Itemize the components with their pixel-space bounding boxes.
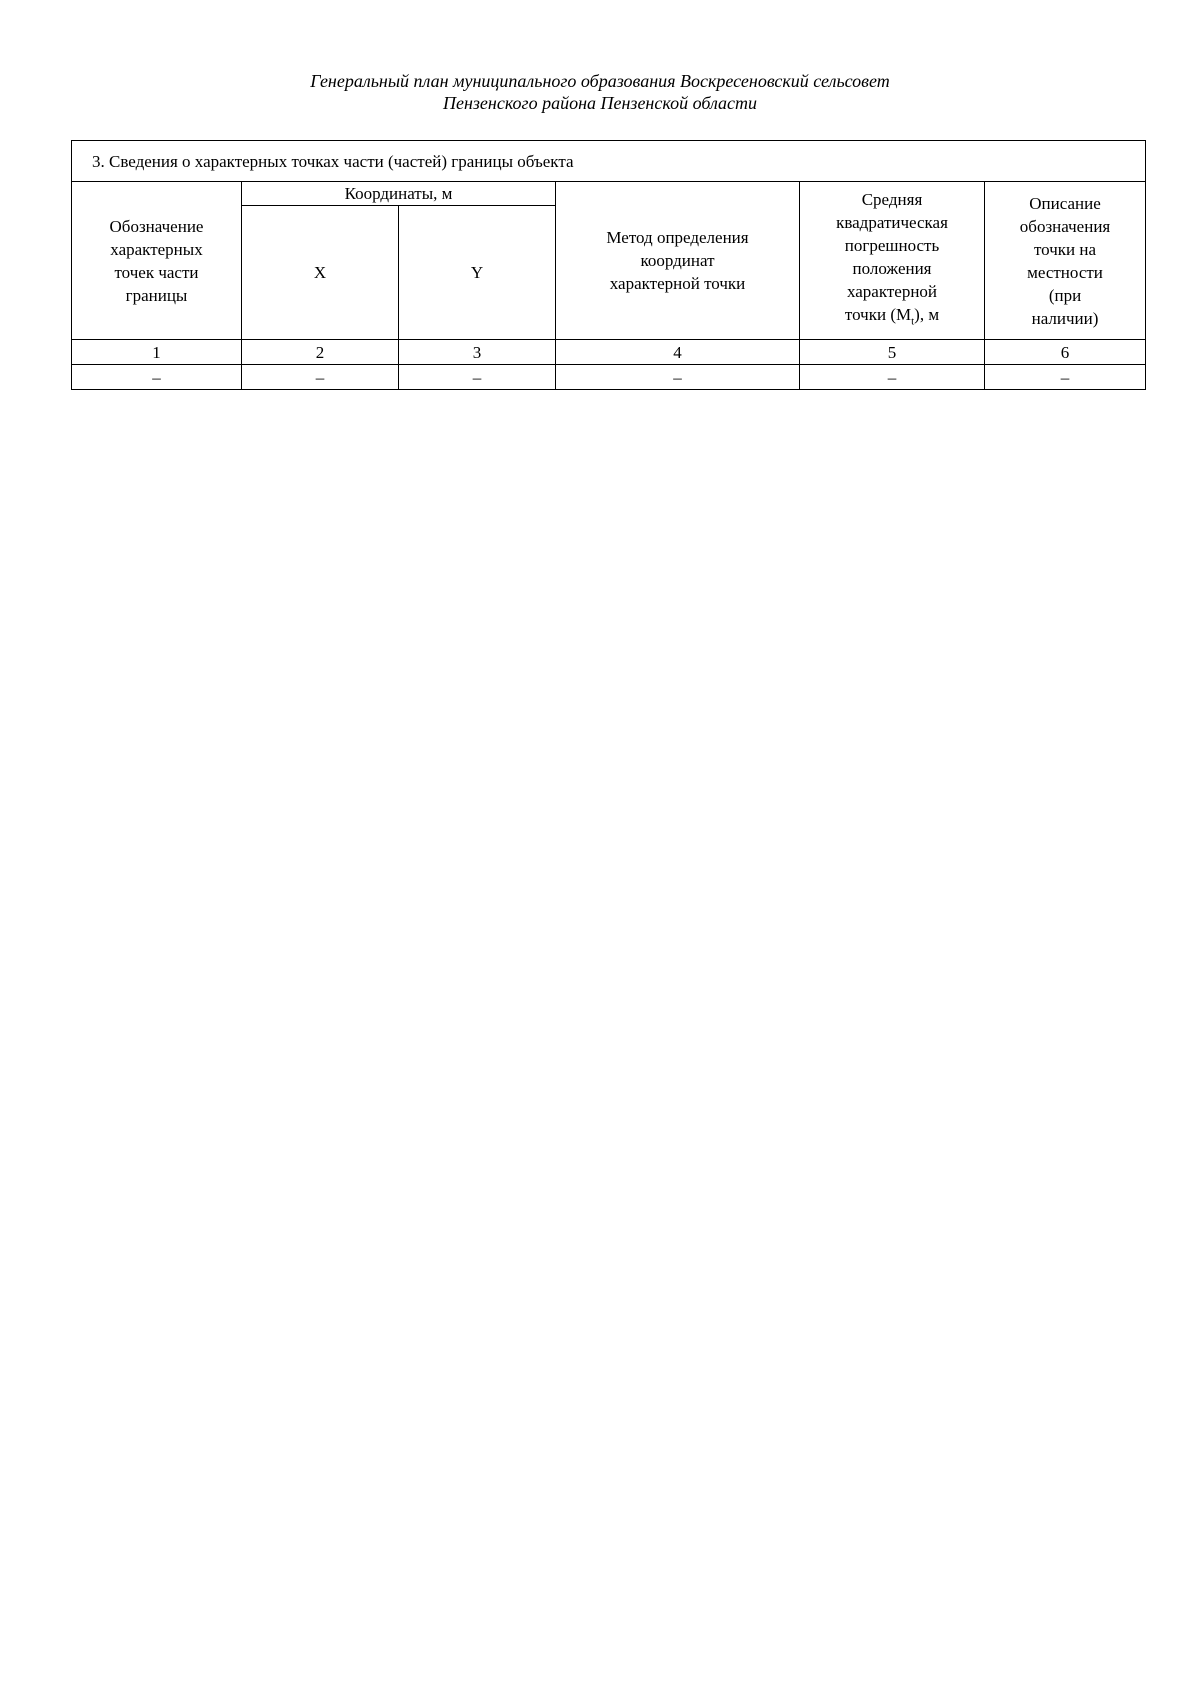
column-number: 3: [399, 340, 556, 365]
table-row: [72, 365, 1146, 390]
column-number: 6: [985, 340, 1146, 365]
col-header-mean-error: Средняя квадратическая погрешность положения характерной точки $(M_t)$, м: [800, 182, 985, 340]
header-line-2: Пензенского района Пензенской области: [442, 93, 758, 113]
col-header-description: Описание обозначения точки на местности (при наличии): [985, 182, 1146, 340]
characteristic-points-table: [71, 140, 1146, 390]
col-header-y: Y: [399, 206, 556, 340]
col-header-x: X: [242, 206, 399, 340]
col-header-point-designation: Обозначение характерных точек части границы: [72, 182, 242, 340]
table-cell: –: [399, 365, 556, 390]
table-cell: –: [985, 365, 1146, 390]
col-header-method: Метод определения координат характерной точки: [556, 182, 800, 340]
table-cell: –: [800, 365, 985, 390]
table-cell: –: [556, 365, 800, 390]
table-cell: –: [72, 365, 242, 390]
column-number-row: [72, 340, 1146, 365]
col-header-coordinates: Координаты, м: [242, 182, 556, 206]
header-line-1: Генеральный план муниципального образования Воскресеновский сельсовет: [310, 71, 890, 91]
column-number: 5: [800, 340, 985, 365]
section-title: 3. Сведения о характерных точках части (частей) границы объекта: [72, 141, 1146, 182]
column-number: 2: [242, 340, 399, 365]
column-number: 4: [556, 340, 800, 365]
page-header: [0, 70, 1200, 114]
table-cell: –: [242, 365, 399, 390]
column-number: 1: [72, 340, 242, 365]
